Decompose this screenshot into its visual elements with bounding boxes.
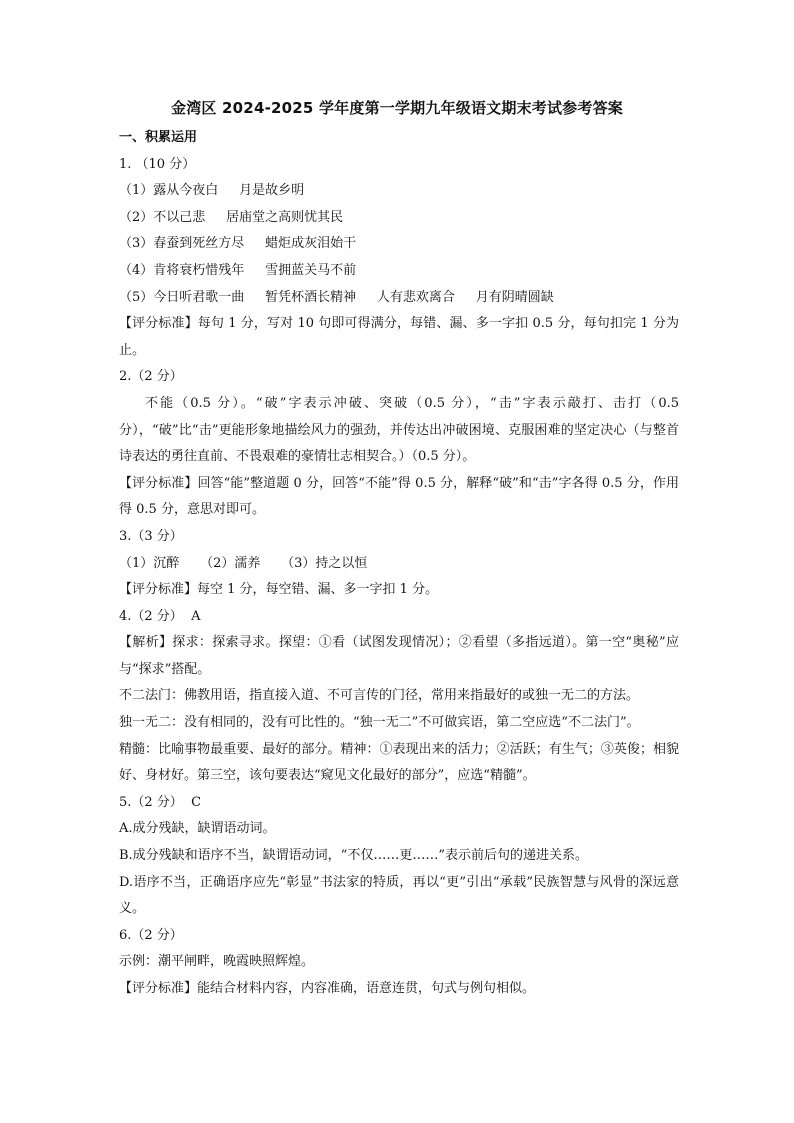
verse-part: （2）不以己悲 bbox=[119, 209, 206, 225]
question-label: 5.（2 分） bbox=[119, 794, 183, 810]
verse-part: 雪拥蓝关马不前 bbox=[265, 262, 357, 278]
section-heading: 一、积累运用 bbox=[119, 130, 198, 145]
question-3-heading: 3.（3 分） bbox=[119, 528, 183, 544]
question-1-heading: 1. （10 分） bbox=[119, 156, 196, 172]
verse-part: 月是故乡明 bbox=[239, 183, 305, 199]
choice-answer: A bbox=[191, 608, 201, 624]
q6-example: 示例：潮平闸畔，晚霞映照辉煌。 bbox=[119, 954, 315, 970]
verse-part: 蜡炬成灰泪始干 bbox=[265, 236, 357, 252]
verse-part: 暂凭杯酒长精神 bbox=[265, 289, 357, 305]
q2-answer: 不能（0.5 分）。“破”字表示冲破、突破（0.5 分），“击”字表示敲打、击打（0.5 分），“破”比“击”更能形象地描绘风力的强劲，并传达出冲破困境、克服困难的坚定决心（与整首诗表达的勇往直前、不畏艰难的豪情壮志相契合。）（0.5 分）。 bbox=[119, 395, 679, 465]
q2-criteria: 【评分标准】回答“能”整道题 0 分，回答“不能”得 0.5 分，解释“破”和“击”字各得 0.5 分，作用得 0.5 分，意思对即可。 bbox=[119, 475, 679, 518]
q5-analysis-a: A.成分残缺，缺谓语动词。 bbox=[119, 821, 276, 837]
q4-analysis-1: 【解析】探求：探索寻求。探望：①看（试图发现情况）；②看望（多指远道）。第一空“奥秘”应与“探求”搭配。 bbox=[119, 635, 679, 677]
q1-item-2 bbox=[119, 205, 679, 232]
verse-part: （5）今日听君歌一曲 bbox=[119, 289, 245, 305]
q1-item-1 bbox=[119, 178, 679, 205]
q5-analysis-d: D.语序不当，正确语序应先“彰显”书法家的特质，再以“更”引出“承载”民族智慧与风骨的深远意义。 bbox=[119, 874, 679, 917]
verse-part: 人有悲欢离合 bbox=[376, 289, 455, 305]
q6-criteria: 【评分标准】能结合材料内容，内容准确，语意连贯，句式与例句相似。 bbox=[119, 981, 536, 996]
answer-content bbox=[119, 125, 679, 1003]
q4-analysis-3: 独一无二：没有相同的，没有可比性的。“独一无二”不可做宾语，第二空应选“不二法门”。 bbox=[119, 715, 640, 731]
verse-part: 居庙堂之高则忧其民 bbox=[226, 209, 344, 225]
verse-part: （3）春蚕到死丝方尽 bbox=[119, 236, 245, 252]
question-4-heading bbox=[119, 604, 679, 631]
q4-analysis-4: 精髓：比喻事物最重要、最好的部分。精神：①表现出来的活力；②活跃；有生气；③英俊；相貌好、身材好。第三空，该句要表达“窥见文化最好的部分”，应选“精髓”。 bbox=[119, 741, 679, 784]
q1-criteria: 【评分标准】每句 1 分，写对 10 句即可得满分，每错、漏、多一字扣 0.5 分，每句扣完 1 分为止。 bbox=[119, 316, 679, 358]
verse-part: （4）肯将衰朽惜残年 bbox=[119, 262, 245, 278]
question-6-heading: 6.（2 分） bbox=[119, 927, 183, 943]
blank-answer: （2）濡养 bbox=[200, 555, 261, 571]
blank-answer: （1）沉醉 bbox=[119, 555, 180, 571]
page-title: 金湾区 2024-2025 学年度第一学期九年级语文期末考试参考答案 bbox=[171, 99, 623, 117]
verse-part: 月有阴晴圆缺 bbox=[475, 289, 554, 305]
question-2-heading: 2.（2 分） bbox=[119, 369, 183, 385]
q3-criteria: 【评分标准】每空 1 分，每空错、漏、多一字扣 1 分。 bbox=[119, 582, 439, 598]
q4-analysis-2: 不二法门：佛教用语，指直接入道、不可言传的门径，常用来指最好的或独一无二的方法。 bbox=[119, 688, 640, 704]
choice-answer: C bbox=[191, 794, 202, 810]
verse-part: （1）露从今夜白 bbox=[119, 183, 219, 199]
q1-item-3 bbox=[119, 231, 679, 258]
question-5-heading bbox=[119, 790, 679, 817]
q5-analysis-b: B.成分残缺和语序不当，缺谓语动词，“不仅……更……”表示前后句的递进关系。 bbox=[119, 848, 588, 864]
blank-answer: （3）持之以恒 bbox=[281, 555, 368, 571]
q1-item-5 bbox=[119, 285, 679, 312]
q1-item-4 bbox=[119, 258, 679, 285]
question-label: 4.（2 分） bbox=[119, 608, 183, 624]
q3-answers bbox=[119, 551, 679, 578]
